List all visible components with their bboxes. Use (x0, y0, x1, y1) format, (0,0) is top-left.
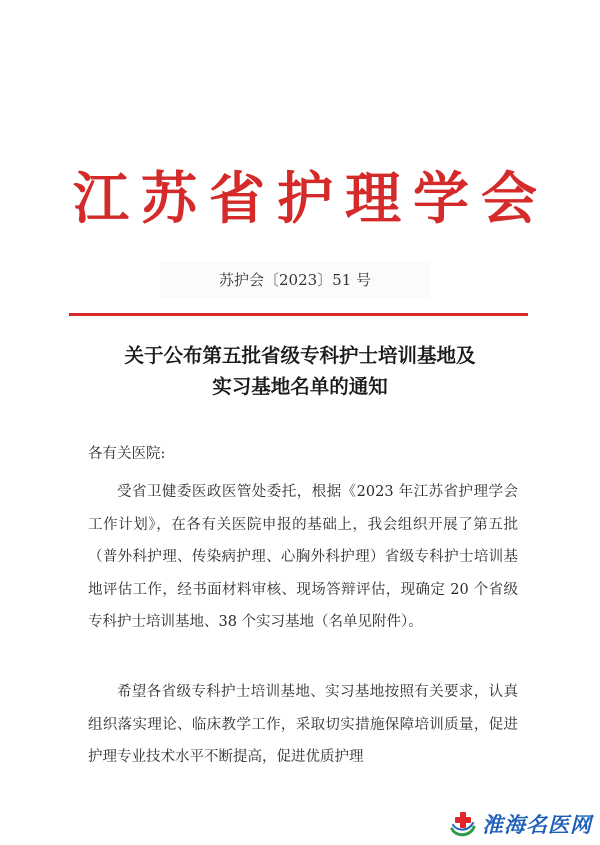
org-name-char: 江 (73, 167, 129, 232)
org-name-char: 苏 (141, 167, 197, 232)
notice-title (60, 340, 540, 402)
org-name-char: 省 (209, 167, 265, 232)
notice-title-line-2: 实习基地名单的通知 (212, 375, 388, 398)
org-name-char: 理 (345, 167, 401, 232)
org-name-char: 学 (413, 167, 469, 232)
body-paragraph-2: 希望各省级专科护士培训基地、实习基地按照有关要求，认真组织落实理论、临床教学工作，采取切实措施保障培训质量，促进护理专业技术水平不断提高，促进优质护理 (88, 684, 518, 765)
body-paragraph-1: 受省卫健委医政医管处委托，根据《2023 年江苏省护理学会工作计划》，在各有关医院申报的基础上，我会组织开展了第五批（普外科护理、传染病护理、心胸外科护理）省级专科护士培训基地评估工作，经书面材料审核、现场答辩评估，现确定 20 个省级专科护士培训基地、38 个实习基地（名单见附件）。 (88, 484, 518, 630)
site-watermark (448, 806, 598, 842)
addressee: 各有关医院: (88, 446, 166, 462)
header-divider (69, 313, 528, 316)
org-name-char: 护 (277, 167, 333, 232)
document-number: 苏护会〔2023〕51 号 (160, 262, 430, 298)
org-name-char: 会 (481, 167, 537, 232)
watermark-text: 淮海名医网 (482, 812, 592, 837)
medical-cross-icon (448, 809, 478, 839)
notice-title-line-1: 关于公布第五批省级专科护士培训基地及 (124, 344, 476, 367)
org-name-header (70, 160, 540, 240)
